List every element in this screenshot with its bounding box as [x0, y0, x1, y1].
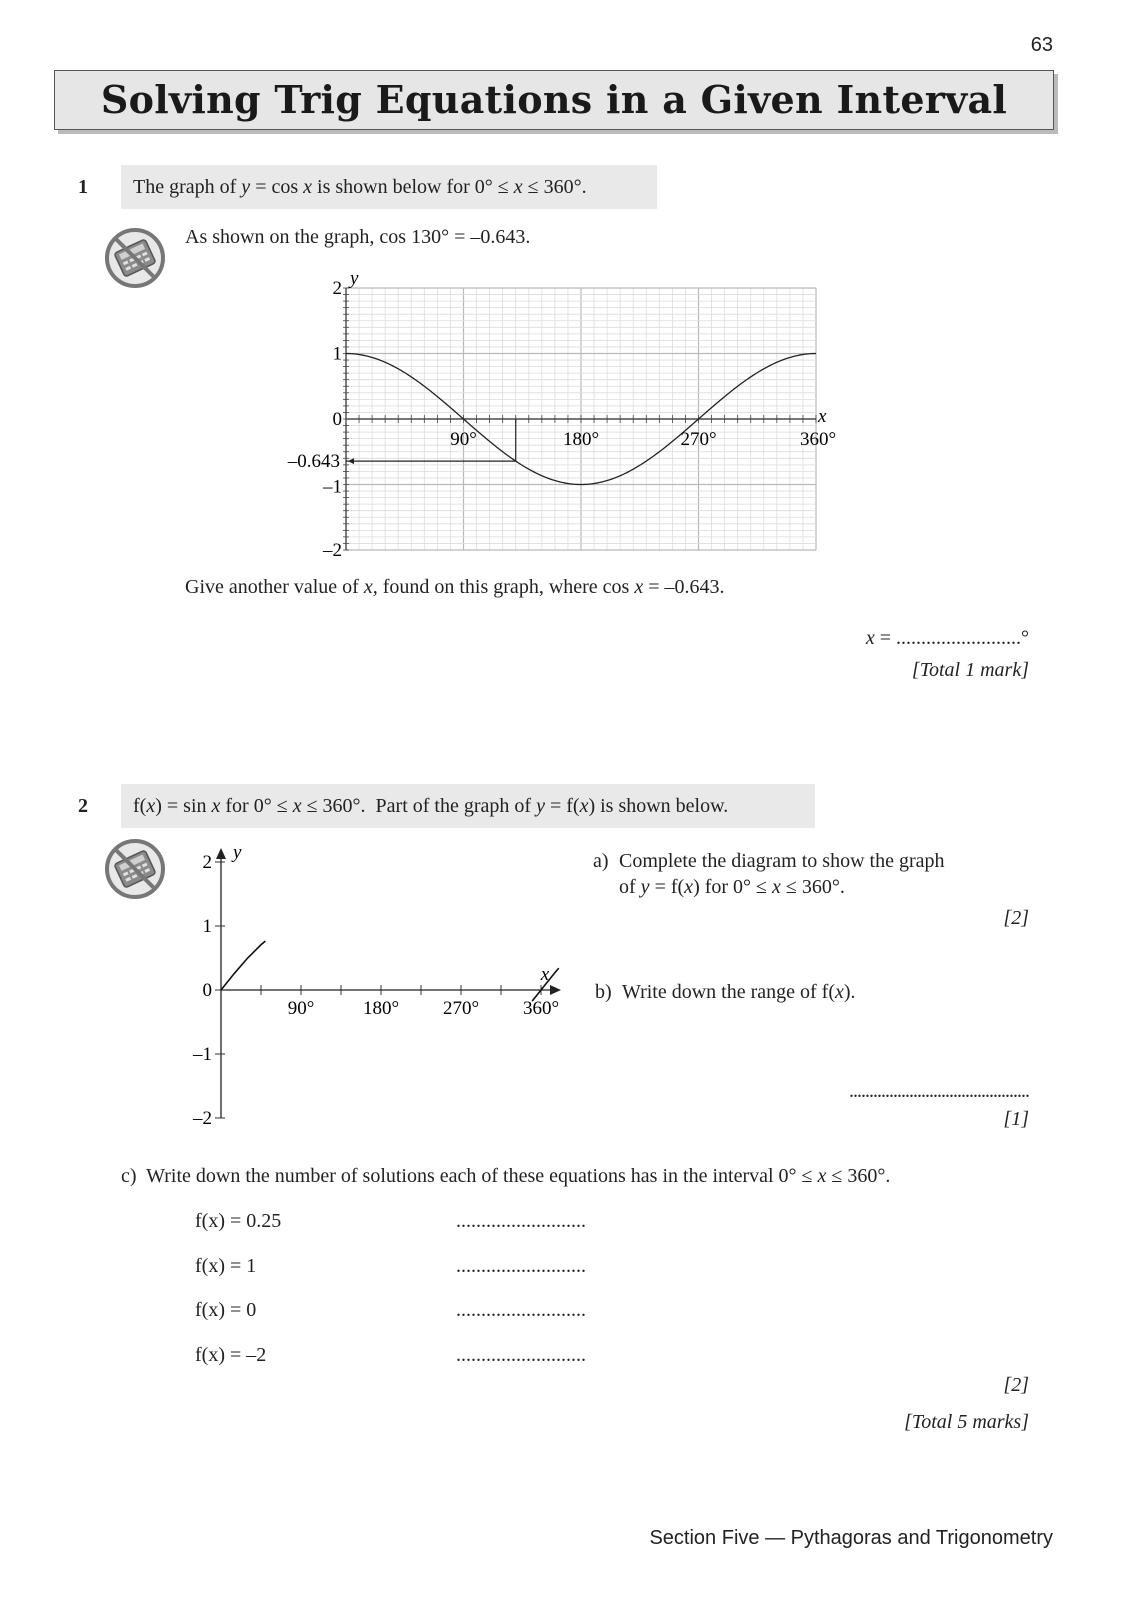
y-tick-label: 0: [332, 409, 342, 430]
y-tick-label: 2: [202, 852, 212, 873]
y-axis-label: y: [350, 268, 359, 289]
part-c-marks: [2]: [1003, 1374, 1029, 1396]
page-title: Solving Trig Equations in a Given Interval: [100, 77, 1008, 122]
question-2-prompt: f(x) = sin x for 0° ≤ x ≤ 360°. Part of the graph of y = f(x) is shown below.: [121, 784, 815, 828]
part-b-label: b): [595, 981, 612, 1003]
question-2-total-marks: [Total 5 marks]: [904, 1411, 1029, 1433]
sine-graph: [175, 838, 585, 1138]
x-tick-label: 270°: [442, 998, 480, 1019]
annotation-arrowhead: [348, 458, 354, 464]
question-1-prompt: The graph of y = cos x is shown below for 0° ≤ x ≤ 360°.: [121, 165, 657, 209]
question-1-marks: [Total 1 mark]: [911, 659, 1029, 681]
question-1-number: 1: [78, 176, 88, 198]
x-tick-label: 180°: [362, 998, 400, 1019]
sine-curve-segment: [221, 941, 265, 990]
question-1-question: Give another value of x, found on this graph, where cos x = –0.643.: [185, 576, 725, 598]
chart-labels: [192, 842, 559, 1129]
part-a-line1: Complete the diagram to show the graph: [619, 850, 945, 872]
part-b-question: Write down the range of f(x).: [622, 981, 856, 1003]
page-number: 63: [1030, 34, 1053, 56]
question-1-answer-line[interactable]: x = .........................°: [865, 627, 1029, 649]
part-b-marks: [1]: [1003, 1108, 1029, 1130]
x-tick-label: 90°: [287, 998, 315, 1019]
x-tick-label: 180°: [562, 429, 600, 450]
part-a-label: a): [593, 850, 609, 872]
question-2-number: 2: [78, 795, 88, 817]
equation-4: f(x) = –2: [195, 1344, 267, 1366]
y-tick-label: –1: [193, 1044, 212, 1065]
equation-3: f(x) = 0: [195, 1299, 257, 1321]
sine-curve-segments: [221, 941, 559, 1001]
section-footer: Section Five — Pythagoras and Trigonometry: [649, 1527, 1053, 1549]
equation-3-answer[interactable]: ..........................: [456, 1299, 586, 1321]
part-a-line2: of y = f(x) for 0° ≤ x ≤ 360°.: [619, 876, 845, 898]
cosine-graph: [270, 258, 850, 558]
chart-axes: [215, 848, 561, 1118]
question-1-note: As shown on the graph, cos 130° = –0.643.: [185, 226, 531, 248]
x-axis-arrowhead: [550, 985, 561, 995]
part-c-question: c) Write down the number of solutions each of these equations has in the interval 0° ≤ x ≤ 360°.: [121, 1165, 891, 1187]
y-tick-label: –1: [323, 476, 342, 498]
part-a-marks: [2]: [1003, 907, 1029, 929]
y-tick-label: 2: [332, 278, 342, 299]
x-tick-label: 360°: [522, 998, 560, 1019]
x-tick-label: 90°: [450, 429, 477, 450]
y-tick-label: –2: [323, 540, 342, 558]
equation-4-answer[interactable]: ..........................: [456, 1344, 586, 1366]
equation-1: f(x) = 0.25: [195, 1210, 282, 1232]
no-calculator-icon: [104, 227, 166, 289]
equation-2: f(x) = 1: [195, 1255, 257, 1277]
y-tick-label: 1: [202, 916, 212, 937]
equation-2-answer[interactable]: ..........................: [456, 1255, 586, 1277]
x-axis-label: x: [818, 406, 827, 427]
x-tick-label: 360°: [799, 429, 837, 450]
x-axis-label: x: [540, 964, 550, 985]
y-tick-label: 1: [332, 343, 342, 365]
equation-1-answer[interactable]: ..........................: [456, 1210, 586, 1232]
no-calculator-icon: [104, 838, 166, 900]
y-tick-label: –2: [193, 1108, 212, 1129]
y-tick-label: 0: [202, 980, 212, 1001]
y-axis-label: y: [233, 842, 242, 863]
part-b-answer-line[interactable]: .............................................: [849, 1080, 1029, 1102]
annotation-label: –0.643: [287, 451, 340, 473]
x-tick-label: 270°: [680, 429, 717, 450]
title-banner: [54, 70, 1054, 130]
y-axis-arrowhead: [216, 848, 226, 859]
chart-labels: [287, 268, 836, 558]
